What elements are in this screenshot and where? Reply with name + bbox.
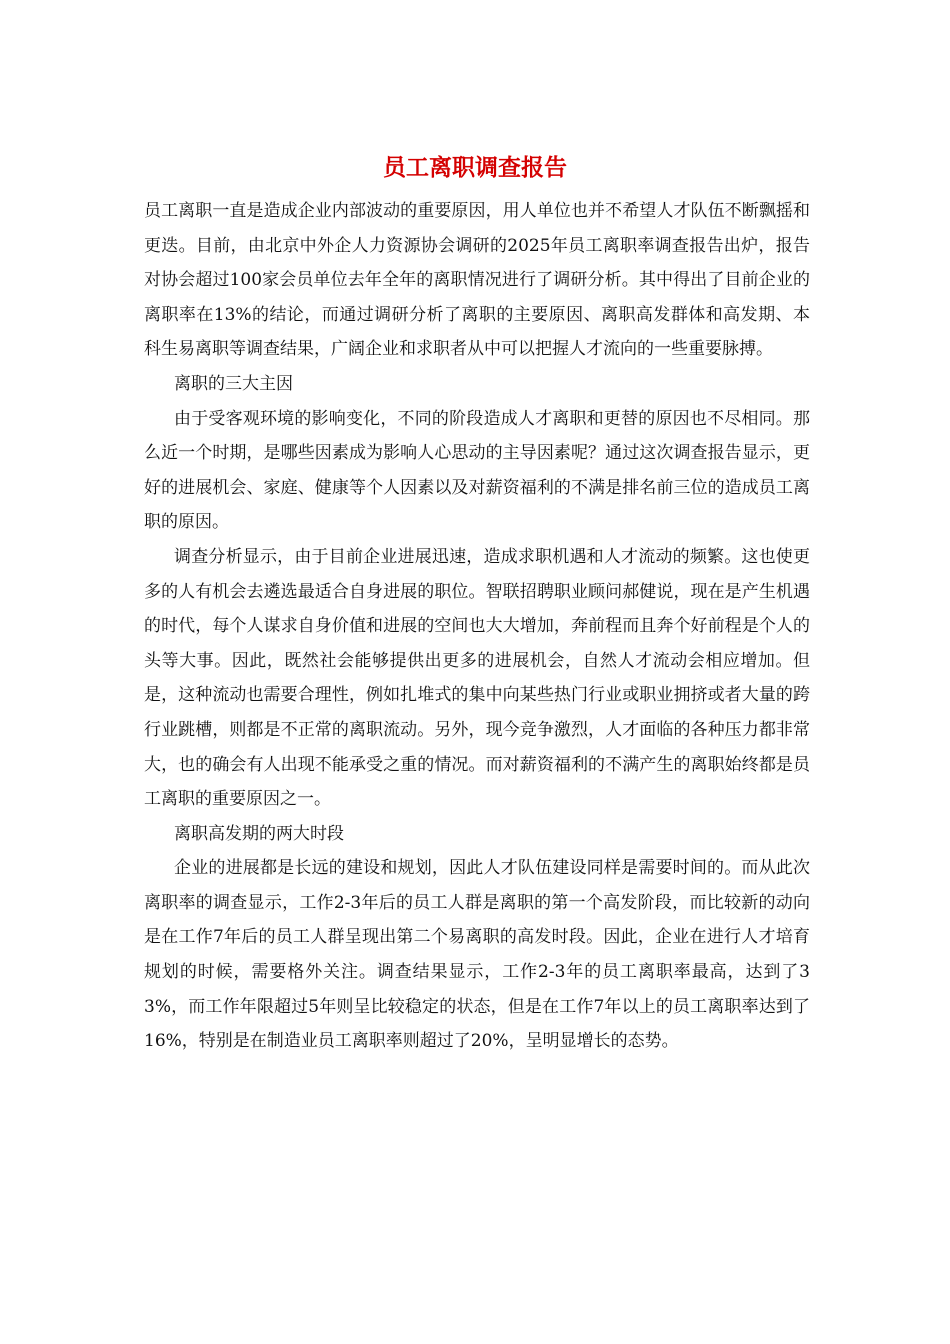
document-title: 员工离职调查报告 <box>383 154 567 181</box>
paragraph-peak-periods: 企业的进展都是长远的建设和规划，因此人才队伍建设同样是需要时间的。而从此次离职率的调查显示，工作2-3年后的员工人群是离职的第一个高发阶段，而比较新的动向是在工作7年后的员工人群呈现出第二个易离职的高发时段。因此，企业在进行人才培育规划的时候，需要格外关注。调查结果显示，工作2-3年的员工离职率最高，达到了33%，而工作年限超过5年则呈比较稳定的状态，但是在工作7年以上的员工离职率达到了16%，特别是在制造业员工离职率则超过了20%，呈明显增长的态势。 <box>144 858 810 1052</box>
section-heading-main-reasons: 离职的三大主因 <box>174 373 293 394</box>
section-heading-peak-periods: 离职高发期的两大时段 <box>174 823 344 844</box>
document-body <box>144 194 810 1059</box>
intro-paragraph: 员工离职一直是造成企业内部波动的重要原因，用人单位也并不希望人才队伍不断飘摇和更迭。目前，由北京中外企人力资源协会调研的2025年员工离职率调查报告出炉，报告对协会超过100家会员单位去年全年的离职情况进行了调研分析。其中得出了目前企业的离职率在13%的结论，而通过调研分析了离职的主要原因、离职高发群体和高发期、本科生易离职等调查结果，广阔企业和求职者从中可以把握人才流向的一些重要脉搏。 <box>144 201 810 360</box>
paragraph-reasons: 由于受客观环境的影响变化，不同的阶段造成人才离职和更替的原因也不尽相同。那么近一个时期，是哪些因素成为影响人心思动的主导因素呢？通过这次调查报告显示，更好的进展机会、家庭、健康等个人因素以及对薪资福利的不满是排名前三位的造成员工离职的原因。 <box>144 408 810 533</box>
paragraph-analysis: 调查分析显示，由于目前企业进展迅速，造成求职机遇和人才流动的频繁。这也使更多的人有机会去遴选最适合自身进展的职位。智联招聘职业顾问郝健说，现在是产生机遇的时代，每个人谋求自身价值和进展的空间也大大增加，奔前程而且奔个好前程是个人的头等大事。因此，既然社会能够提供出更多的进展机会，自然人才流动会相应增加。但是，这种流动也需要合理性，例如扎堆式的集中向某些热门行业或职业拥挤或者大量的跨行业跳槽，则都是不正常的离职流动。另外，现今竞争激烈，人才面临的各种压力都非常大，也的确会有人出现不能承受之重的情况。而对薪资福利的不满产生的离职始终都是员工离职的重要原因之一。 <box>144 546 810 810</box>
